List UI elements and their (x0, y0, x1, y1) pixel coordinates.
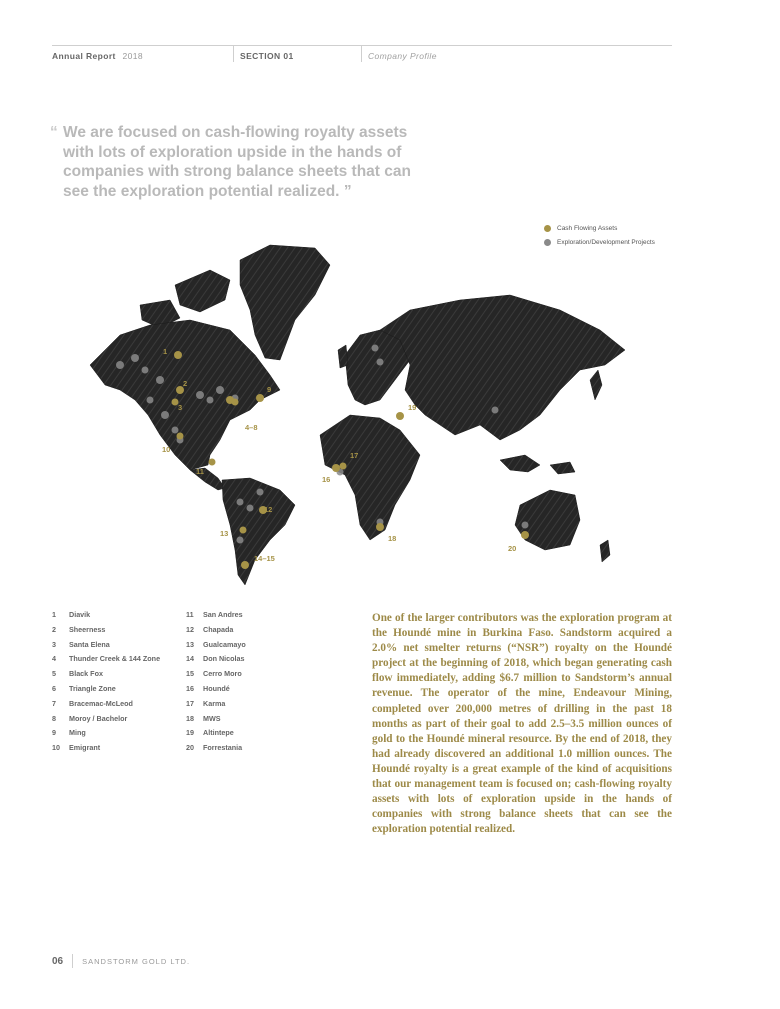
mine-number: 19 (186, 728, 194, 738)
mine-name: Karma (203, 698, 226, 708)
mine-number: 10 (52, 743, 60, 753)
mine-name: MWS (203, 713, 221, 723)
mine-number: 3 (52, 639, 56, 649)
quote-line: companies with strong balance sheets that can (63, 163, 411, 180)
exploration-dot (377, 359, 384, 366)
legend-exploration-label: Exploration/Development Projects (557, 238, 655, 246)
exploration-dot (207, 397, 214, 404)
map-label: 3 (178, 403, 183, 412)
mine-list-item (52, 699, 160, 714)
mine-name: Houndé (203, 683, 230, 693)
mine-list-item (186, 684, 246, 699)
mine-list-item (52, 743, 160, 758)
mine-number: 18 (186, 713, 194, 723)
cash-flowing-dot (396, 412, 404, 420)
world-map (80, 240, 640, 590)
section-title: Company Profile (368, 51, 437, 61)
quote-line: We are focused on cash-flowing royalty assets (63, 124, 408, 141)
quote-close-mark: ” (343, 182, 352, 200)
cash-flowing-dot (232, 399, 239, 406)
cash-flowing-dot (376, 523, 384, 531)
mine-list-item (52, 714, 160, 729)
mine-number: 9 (52, 728, 56, 738)
mine-name: Forrestania (203, 743, 243, 753)
header-rule (52, 45, 672, 46)
mine-name: Gualcamayo (203, 639, 246, 649)
quote-line: see the exploration potential realized. (63, 182, 340, 200)
exploration-dot (257, 489, 264, 496)
mine-name: Sheerness (69, 624, 106, 634)
cash-flowing-dot (177, 433, 184, 440)
mine-list-item (186, 714, 246, 729)
mine-list-item (186, 669, 246, 684)
mine-number: 16 (186, 683, 194, 693)
mine-list-item (52, 728, 160, 743)
mine-number: 2 (52, 624, 56, 634)
mine-list-item (52, 669, 160, 684)
exploration-dot (156, 376, 164, 384)
asia-shape (380, 295, 625, 440)
quote-open-mark: “ (50, 124, 58, 141)
mine-name: Don Nicolas (203, 654, 245, 664)
exploration-dot (216, 386, 224, 394)
mine-name: Moroy / Bachelor (69, 713, 128, 723)
map-label: 2 (183, 379, 188, 388)
north-america-shape (90, 320, 280, 470)
mine-number: 15 (186, 669, 194, 679)
mine-list-item (186, 610, 246, 625)
map-label: 4–8 (245, 423, 258, 432)
exploration-dot (161, 411, 169, 419)
mine-number: 11 (186, 610, 194, 619)
mine-number: 1 (52, 610, 56, 619)
map-label: 12 (264, 505, 273, 514)
exploration-dot (372, 345, 379, 352)
exploration-dot (237, 499, 244, 506)
footer-divider (72, 954, 73, 968)
exploration-dot (131, 354, 139, 362)
legend-cash-label: Cash Flowing Assets (557, 224, 618, 232)
cash-flowing-dot (332, 464, 340, 472)
map-label: 20 (508, 544, 517, 553)
mine-number: 8 (52, 713, 56, 723)
mine-number: 17 (186, 698, 194, 708)
mine-name: Ming (69, 728, 86, 738)
mine-name: Santa Elena (69, 639, 110, 649)
legend-cash-flowing (544, 221, 655, 235)
mine-number: 6 (52, 683, 56, 693)
mine-number: 4 (52, 654, 56, 664)
exploration-dot (116, 361, 124, 369)
mine-list-item (186, 640, 246, 655)
africa-shape (320, 415, 420, 540)
indonesia-shape (500, 455, 575, 474)
page-number: 06 (52, 955, 64, 967)
mine-list-item (186, 743, 246, 758)
exploration-dot (522, 522, 529, 529)
mine-list-column (52, 610, 160, 758)
exploration-dot (247, 505, 254, 512)
header-divider (361, 46, 362, 62)
uk-shape (338, 345, 348, 368)
cash-flowing-dot (340, 463, 347, 470)
cash-flowing-dot (209, 459, 216, 466)
mine-name: San Andres (203, 610, 243, 619)
map-label: 17 (350, 451, 359, 460)
mine-name: Bracemac-McLeod (69, 698, 133, 708)
map-label: 13 (220, 529, 229, 538)
mine-list-item (186, 699, 246, 714)
map-label: 9 (267, 385, 272, 394)
header-divider (233, 46, 234, 62)
map-label: 18 (388, 534, 397, 543)
mine-number: 20 (186, 743, 194, 753)
map-label: 19 (408, 403, 417, 412)
company-name: SANDSTORM GOLD LTD. (82, 956, 191, 966)
mine-list-item (186, 654, 246, 669)
mine-name: Thunder Creek & 144 Zone (69, 654, 161, 664)
exploration-dot (172, 427, 179, 434)
cash-flowing-dot (240, 527, 247, 534)
mine-list-item (52, 654, 160, 669)
exploration-dot (196, 391, 204, 399)
exploration-dot (492, 407, 499, 414)
map-label: 1 (163, 347, 168, 356)
greenland-shape (240, 245, 330, 360)
body-paragraph: One of the larger contributors was the exploration program at the Houndé mine in Burkina Faso. Sandstorm acquired a 2.0% net smelter returns (“NSR”) royalty on the Houndé project at the beginning of 2018, which began generating cash flow immediately, adding $6.7 million to Sandstorm’s annual revenue. The operator of the mine, Endeavour Mining, completed over 200,000 metres of drilling in the past 18 months as part of their goal to add 2.5–3.5 million ounces of gold to the Houndé mineral resource. By the end of 2018, they had already discovered an additional 1.0 million ounces. The Houndé royalty is a great example of the kind of acquisitions that our management team is focused on; cash-flowing royalty assets with lots of exploration upside in the hands of companies with strong balance sheets that can see the exploration potential realized. (372, 612, 672, 836)
cash-flowing-dot (174, 351, 182, 359)
exploration-dot (237, 537, 244, 544)
quote-line: with lots of exploration upside in the hands of (63, 143, 402, 161)
mine-number: 13 (186, 639, 194, 649)
mine-number: 5 (52, 669, 56, 679)
exploration-dot (142, 367, 149, 374)
map-label: 11 (196, 467, 204, 476)
mine-name: Cerro Moro (203, 669, 242, 679)
mine-name: Emigrant (69, 743, 101, 753)
gold-dot-icon (544, 225, 551, 232)
mine-name: Diavik (69, 610, 91, 619)
report-label: Annual Report (52, 51, 116, 61)
mine-number: 7 (52, 698, 56, 708)
mine-name: Triangle Zone (69, 683, 116, 693)
mine-name: Chapada (203, 624, 234, 634)
section-label: SECTION 01 (240, 51, 294, 61)
mine-list-item (52, 640, 160, 655)
report-year: 2018 (122, 51, 144, 61)
map-label: 10 (162, 445, 171, 454)
map-label: 14–15 (254, 554, 275, 563)
mine-list-item (52, 610, 160, 625)
pull-quote (50, 123, 450, 201)
mine-list-column (186, 610, 246, 758)
arctic-islands-shape (140, 270, 230, 328)
mine-name: Altintepe (203, 728, 234, 738)
header-report (52, 51, 143, 61)
japan-shape (590, 370, 602, 400)
cash-flowing-dot (241, 561, 249, 569)
new-zealand-shape (600, 540, 610, 562)
mine-list-item (52, 684, 160, 699)
cash-flowing-dot (521, 531, 529, 539)
map-label: 16 (322, 475, 331, 484)
mine-list-item (52, 625, 160, 640)
mine-number: 12 (186, 624, 194, 634)
cash-flowing-dot (256, 394, 264, 402)
mine-number: 14 (186, 654, 194, 664)
footer (52, 954, 190, 968)
mine-name: Black Fox (69, 669, 103, 679)
mine-list-item (186, 625, 246, 640)
exploration-dot (147, 397, 154, 404)
australia-shape (515, 490, 580, 550)
mine-list-item (186, 728, 246, 743)
